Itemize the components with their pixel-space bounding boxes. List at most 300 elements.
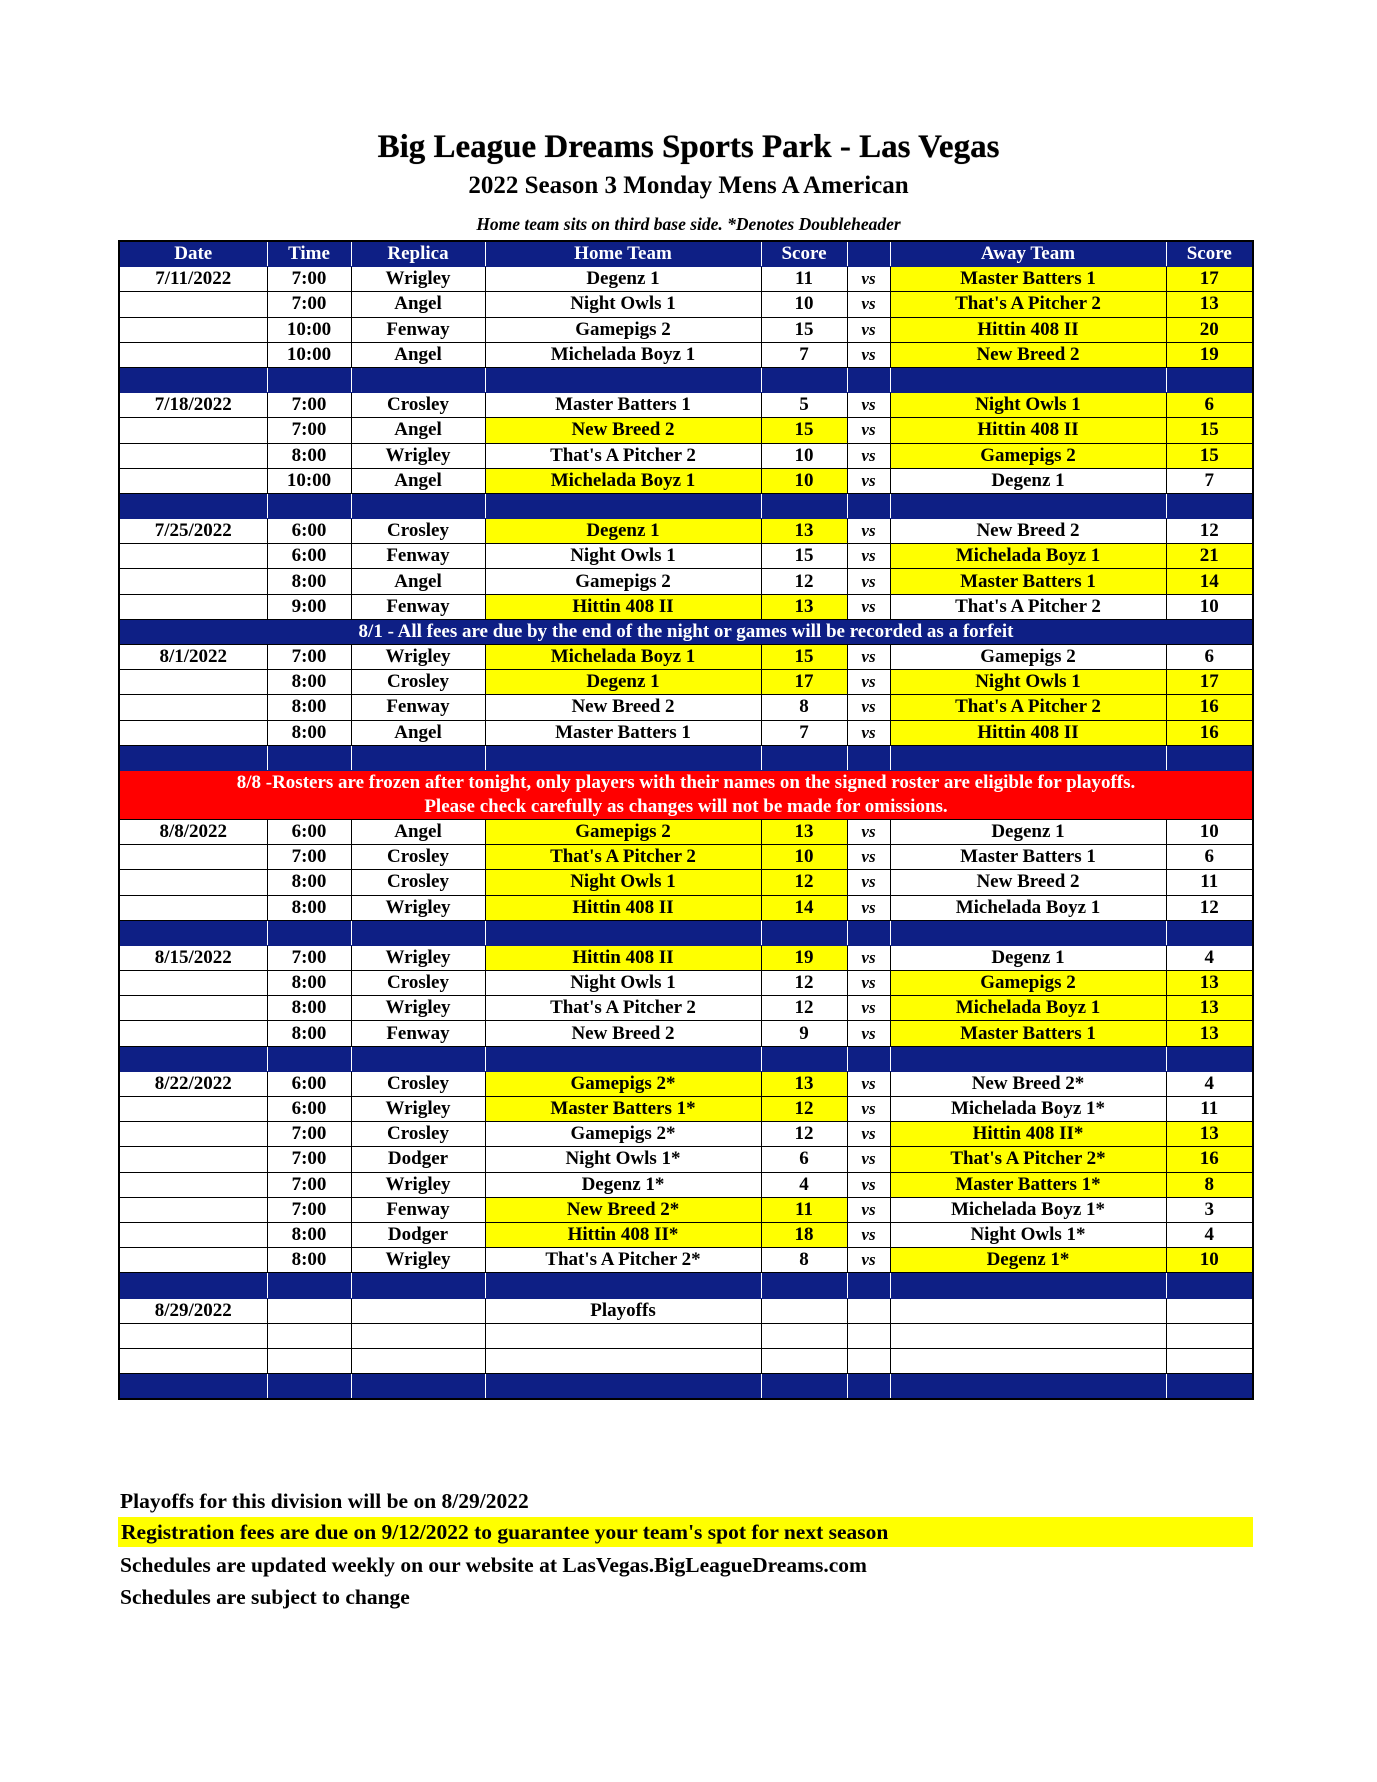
column-header-date: Date [119, 241, 267, 267]
home-score: 8 [761, 1248, 847, 1273]
game-row [119, 418, 1253, 443]
roster-notice-line-2: Please check carefully as changes will not be made for omissions. [424, 795, 948, 817]
game-row [119, 670, 1253, 695]
game-row [119, 1222, 1253, 1247]
vs-label: vs [847, 945, 890, 970]
game-time: 7:00 [267, 1147, 351, 1172]
game-row [119, 971, 1253, 996]
roster-notice [119, 770, 1253, 819]
home-score: 5 [761, 393, 847, 418]
game-date: 7/25/2022 [119, 519, 267, 544]
game-time: 8:00 [267, 695, 351, 720]
roster-notice-row [119, 770, 1253, 819]
away-score: 7 [1166, 468, 1253, 493]
home-team: Gamepigs 2* [485, 1071, 761, 1096]
header-row [119, 241, 1253, 267]
away-team: Night Owls 1 [890, 393, 1166, 418]
away-team: Hittin 408 II [890, 418, 1166, 443]
separator-cell [890, 920, 1166, 945]
home-score [761, 1298, 847, 1323]
home-score: 12 [761, 1097, 847, 1122]
home-score: 13 [761, 594, 847, 619]
game-row [119, 1122, 1253, 1147]
game-date [119, 1197, 267, 1222]
vs-label: vs [847, 544, 890, 569]
away-score: 6 [1166, 645, 1253, 670]
home-team: Gamepigs 2 [485, 819, 761, 844]
footer-registration-note: Registration fees are due on 9/12/2022 to guarantee your team's spot for next season [118, 1517, 1253, 1547]
game-time: 10:00 [267, 342, 351, 367]
game-time: 8:00 [267, 1248, 351, 1273]
vs-label: vs [847, 519, 890, 544]
vs-label: vs [847, 418, 890, 443]
game-field: Wrigley [351, 1097, 485, 1122]
game-date [119, 1248, 267, 1273]
game-field: Crosley [351, 1122, 485, 1147]
game-field: Crosley [351, 519, 485, 544]
vs-label: vs [847, 1122, 890, 1147]
vs-label: vs [847, 468, 890, 493]
away-score: 15 [1166, 418, 1253, 443]
away-score: 19 [1166, 342, 1253, 367]
game-field: Fenway [351, 317, 485, 342]
game-row [119, 1197, 1253, 1222]
game-row [119, 645, 1253, 670]
away-score: 6 [1166, 393, 1253, 418]
game-field: Wrigley [351, 996, 485, 1021]
game-field [351, 1298, 485, 1323]
game-date: 8/1/2022 [119, 645, 267, 670]
vs-label: vs [847, 895, 890, 920]
vs-label: vs [847, 1222, 890, 1247]
home-team: Hittin 408 II [485, 594, 761, 619]
blank-row [119, 1348, 1253, 1373]
vs-label: vs [847, 443, 890, 468]
game-date [119, 317, 267, 342]
game-time: 6:00 [267, 819, 351, 844]
blank-cell [1166, 1323, 1253, 1348]
game-date [119, 468, 267, 493]
home-team: Master Batters 1 [485, 720, 761, 745]
vs-label: vs [847, 720, 890, 745]
home-team: Gamepigs 2 [485, 569, 761, 594]
vs-label: vs [847, 1248, 890, 1273]
game-field: Wrigley [351, 1172, 485, 1197]
game-date [119, 1122, 267, 1147]
game-date [119, 720, 267, 745]
game-row [119, 594, 1253, 619]
game-row [119, 569, 1253, 594]
game-time: 8:00 [267, 670, 351, 695]
vs-label: vs [847, 393, 890, 418]
away-score [1166, 1298, 1253, 1323]
game-time: 8:00 [267, 996, 351, 1021]
separator-cell [267, 367, 351, 392]
away-score: 10 [1166, 819, 1253, 844]
game-date [119, 870, 267, 895]
separator-cell [890, 745, 1166, 770]
game-time: 8:00 [267, 971, 351, 996]
separator-cell [1166, 1273, 1253, 1298]
game-date [119, 418, 267, 443]
separator-cell [890, 367, 1166, 392]
away-score: 17 [1166, 670, 1253, 695]
game-time: 10:00 [267, 468, 351, 493]
away-team: Hittin 408 II* [890, 1122, 1166, 1147]
separator-cell [351, 1046, 485, 1071]
game-time: 7:00 [267, 418, 351, 443]
blank-cell [351, 1348, 485, 1373]
schedule-table [118, 240, 1254, 1400]
game-time: 6:00 [267, 544, 351, 569]
home-score: 10 [761, 845, 847, 870]
game-date [119, 1021, 267, 1046]
separator-cell [351, 493, 485, 518]
game-field: Crosley [351, 870, 485, 895]
home-team: Gamepigs 2* [485, 1122, 761, 1147]
separator-row [119, 745, 1253, 770]
page-subtitle: 2022 Season 3 Monday Mens A American [468, 172, 909, 199]
away-score: 13 [1166, 971, 1253, 996]
separator-cell [847, 745, 890, 770]
game-field: Crosley [351, 971, 485, 996]
away-score: 13 [1166, 1021, 1253, 1046]
away-score: 16 [1166, 720, 1253, 745]
footer-change-note: Schedules are subject to change [120, 1585, 410, 1609]
home-team: Michelada Boyz 1 [485, 342, 761, 367]
home-team: Night Owls 1 [485, 544, 761, 569]
home-team: Night Owls 1* [485, 1147, 761, 1172]
separator-row [119, 367, 1253, 392]
away-score: 4 [1166, 945, 1253, 970]
game-date [119, 569, 267, 594]
game-row [119, 544, 1253, 569]
game-date: 7/18/2022 [119, 393, 267, 418]
vs-label: vs [847, 845, 890, 870]
game-date [119, 594, 267, 619]
vs-label: vs [847, 870, 890, 895]
home-score: 10 [761, 292, 847, 317]
home-team: That's A Pitcher 2* [485, 1248, 761, 1273]
game-field: Angel [351, 569, 485, 594]
away-score: 12 [1166, 895, 1253, 920]
game-date: 7/11/2022 [119, 267, 267, 292]
column-header-home-team: Home Team [485, 241, 761, 267]
away-score: 12 [1166, 519, 1253, 544]
game-date [119, 443, 267, 468]
game-time: 6:00 [267, 519, 351, 544]
home-score: 8 [761, 695, 847, 720]
game-row [119, 519, 1253, 544]
away-team: Night Owls 1 [890, 670, 1166, 695]
game-date [119, 1172, 267, 1197]
separator-cell [485, 745, 761, 770]
home-score: 15 [761, 418, 847, 443]
separator-cell [890, 1046, 1166, 1071]
game-time: 10:00 [267, 317, 351, 342]
away-score: 4 [1166, 1222, 1253, 1247]
game-date [119, 971, 267, 996]
vs-label: vs [847, 645, 890, 670]
vs-label [847, 1298, 890, 1323]
fees-notice-row [119, 619, 1253, 644]
home-score: 11 [761, 267, 847, 292]
vs-label: vs [847, 971, 890, 996]
away-team: Michelada Boyz 1 [890, 895, 1166, 920]
separator-cell [485, 493, 761, 518]
separator-cell [761, 745, 847, 770]
home-score: 17 [761, 670, 847, 695]
game-field: Wrigley [351, 267, 485, 292]
game-time: 6:00 [267, 1071, 351, 1096]
separator-cell [1166, 1046, 1253, 1071]
separator-cell [119, 1273, 267, 1298]
game-time: 8:00 [267, 443, 351, 468]
blank-cell [267, 1323, 351, 1348]
game-row [119, 945, 1253, 970]
home-team: Gamepigs 2 [485, 317, 761, 342]
away-score: 6 [1166, 845, 1253, 870]
home-team: Night Owls 1 [485, 870, 761, 895]
home-team: Degenz 1 [485, 670, 761, 695]
game-time [267, 1298, 351, 1323]
vs-label: vs [847, 819, 890, 844]
away-team: That's A Pitcher 2 [890, 292, 1166, 317]
home-score: 6 [761, 1147, 847, 1172]
away-team: That's A Pitcher 2 [890, 695, 1166, 720]
separator-cell [119, 493, 267, 518]
separator-cell [267, 493, 351, 518]
home-score: 13 [761, 1071, 847, 1096]
blank-cell [351, 1323, 485, 1348]
separator-cell [761, 1374, 847, 1400]
away-team: Master Batters 1 [890, 267, 1166, 292]
blank-cell [119, 1323, 267, 1348]
column-header-away-team: Away Team [890, 241, 1166, 267]
game-row [119, 1097, 1253, 1122]
separator-row [119, 1046, 1253, 1071]
home-score: 9 [761, 1021, 847, 1046]
game-field: Angel [351, 819, 485, 844]
game-time: 7:00 [267, 1172, 351, 1197]
separator-cell [847, 1374, 890, 1400]
blank-cell [890, 1348, 1166, 1373]
game-date [119, 292, 267, 317]
game-field: Wrigley [351, 645, 485, 670]
vs-label: vs [847, 1071, 890, 1096]
vs-label: vs [847, 1197, 890, 1222]
game-time: 7:00 [267, 393, 351, 418]
game-field: Angel [351, 342, 485, 367]
home-team: Michelada Boyz 1 [485, 468, 761, 493]
blank-cell [890, 1323, 1166, 1348]
column-header-away-score: Score [1166, 241, 1253, 267]
home-team: Master Batters 1* [485, 1097, 761, 1122]
home-team: Degenz 1 [485, 519, 761, 544]
game-date [119, 342, 267, 367]
game-row [119, 317, 1253, 342]
separator-cell [267, 745, 351, 770]
roster-notice-line-1: 8/8 -Rosters are frozen after tonight, only players with their names on the signed roster are eligible for playoffs. [236, 771, 1136, 793]
separator-cell [761, 1046, 847, 1071]
vs-label: vs [847, 317, 890, 342]
away-team: Hittin 408 II [890, 720, 1166, 745]
game-row [119, 292, 1253, 317]
vs-label: vs [847, 1147, 890, 1172]
game-field: Angel [351, 292, 485, 317]
game-field: Fenway [351, 695, 485, 720]
game-date [119, 695, 267, 720]
schedule-body [119, 241, 1253, 1399]
away-score: 11 [1166, 870, 1253, 895]
home-team: That's A Pitcher 2 [485, 845, 761, 870]
footer-website-note: Schedules are updated weekly on our website at LasVegas.BigLeagueDreams.com [120, 1553, 867, 1577]
away-score: 13 [1166, 1122, 1253, 1147]
separator-cell [890, 1374, 1166, 1400]
away-team: That's A Pitcher 2* [890, 1147, 1166, 1172]
blank-cell [1166, 1348, 1253, 1373]
game-row [119, 720, 1253, 745]
away-team: Degenz 1 [890, 468, 1166, 493]
separator-cell [761, 920, 847, 945]
away-team: Michelada Boyz 1* [890, 1097, 1166, 1122]
game-time: 7:00 [267, 267, 351, 292]
game-date: 8/8/2022 [119, 819, 267, 844]
column-header-vs [847, 241, 890, 267]
away-team: Degenz 1 [890, 819, 1166, 844]
away-team: Night Owls 1* [890, 1222, 1166, 1247]
separator-cell [267, 920, 351, 945]
game-field: Crosley [351, 845, 485, 870]
game-row [119, 468, 1253, 493]
game-field: Crosley [351, 1071, 485, 1096]
blank-cell [761, 1348, 847, 1373]
separator-row [119, 1273, 1253, 1298]
game-date [119, 895, 267, 920]
blank-cell [847, 1348, 890, 1373]
separator-cell [1166, 745, 1253, 770]
game-time: 8:00 [267, 1021, 351, 1046]
away-score: 13 [1166, 996, 1253, 1021]
home-team: New Breed 2 [485, 418, 761, 443]
home-team: New Breed 2 [485, 1021, 761, 1046]
game-field: Wrigley [351, 443, 485, 468]
game-date [119, 544, 267, 569]
fees-notice: 8/1 - All fees are due by the end of the night or games will be recorded as a forfeit [119, 619, 1253, 644]
home-score: 12 [761, 996, 847, 1021]
game-date: 8/15/2022 [119, 945, 267, 970]
game-row [119, 342, 1253, 367]
separator-row [119, 493, 1253, 518]
game-date [119, 1147, 267, 1172]
game-time: 8:00 [267, 870, 351, 895]
separator-cell [761, 367, 847, 392]
playoffs-row [119, 1298, 1253, 1323]
separator-cell [351, 1374, 485, 1400]
game-field: Fenway [351, 1197, 485, 1222]
game-field: Angel [351, 418, 485, 443]
game-date: 8/22/2022 [119, 1071, 267, 1096]
game-field: Dodger [351, 1222, 485, 1247]
away-team: Gamepigs 2 [890, 971, 1166, 996]
game-field: Dodger [351, 1147, 485, 1172]
away-team: Master Batters 1* [890, 1172, 1166, 1197]
game-field: Fenway [351, 1021, 485, 1046]
home-team: Master Batters 1 [485, 393, 761, 418]
game-time: 7:00 [267, 945, 351, 970]
game-row [119, 393, 1253, 418]
away-score: 4 [1166, 1071, 1253, 1096]
away-team: Master Batters 1 [890, 845, 1166, 870]
game-field: Wrigley [351, 1248, 485, 1273]
separator-cell [119, 920, 267, 945]
away-team: New Breed 2 [890, 519, 1166, 544]
away-score: 10 [1166, 1248, 1253, 1273]
away-score: 15 [1166, 443, 1253, 468]
game-time: 7:00 [267, 845, 351, 870]
game-row [119, 819, 1253, 844]
separator-cell [890, 1273, 1166, 1298]
home-team: Hittin 408 II [485, 945, 761, 970]
game-time: 8:00 [267, 895, 351, 920]
separator-cell [1166, 1374, 1253, 1400]
separator-cell [119, 1046, 267, 1071]
game-field: Angel [351, 720, 485, 745]
home-score: 12 [761, 870, 847, 895]
separator-cell [847, 1273, 890, 1298]
separator-cell [351, 1273, 485, 1298]
home-team: New Breed 2* [485, 1197, 761, 1222]
separator-cell [847, 367, 890, 392]
home-score: 11 [761, 1197, 847, 1222]
home-score: 14 [761, 895, 847, 920]
blank-cell [267, 1348, 351, 1373]
home-score: 10 [761, 443, 847, 468]
separator-cell [119, 745, 267, 770]
away-team: New Breed 2 [890, 342, 1166, 367]
vs-label: vs [847, 1021, 890, 1046]
separator-cell [351, 745, 485, 770]
game-field: Crosley [351, 670, 485, 695]
vs-label: vs [847, 569, 890, 594]
game-row [119, 1172, 1253, 1197]
column-header-home-score: Score [761, 241, 847, 267]
vs-label: vs [847, 1097, 890, 1122]
game-field: Fenway [351, 544, 485, 569]
separator-cell [847, 493, 890, 518]
home-team: Hittin 408 II [485, 895, 761, 920]
blank-cell [761, 1323, 847, 1348]
home-team: Night Owls 1 [485, 971, 761, 996]
away-score: 17 [1166, 267, 1253, 292]
separator-cell [485, 1046, 761, 1071]
home-team: Night Owls 1 [485, 292, 761, 317]
game-field: Fenway [351, 594, 485, 619]
game-time: 7:00 [267, 1197, 351, 1222]
home-score: 13 [761, 819, 847, 844]
game-field: Angel [351, 468, 485, 493]
game-row [119, 695, 1253, 720]
page-title: Big League Dreams Sports Park - Las Vegas [377, 129, 1000, 165]
separator-row [119, 1374, 1253, 1400]
game-time: 8:00 [267, 720, 351, 745]
home-score: 10 [761, 468, 847, 493]
home-score: 15 [761, 317, 847, 342]
away-team [890, 1298, 1166, 1323]
separator-cell [351, 367, 485, 392]
vs-label: vs [847, 292, 890, 317]
game-time: 8:00 [267, 569, 351, 594]
